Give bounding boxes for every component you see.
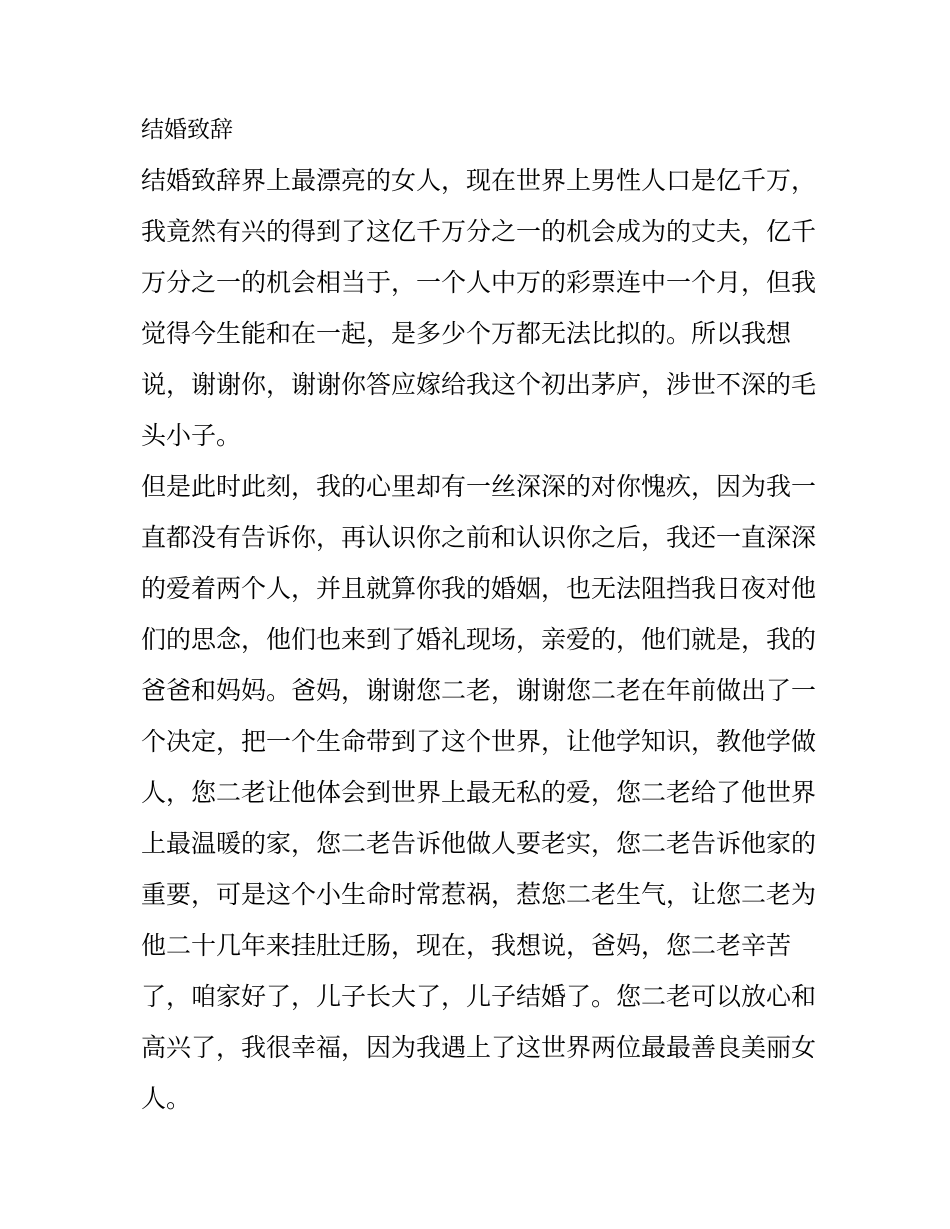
paragraph-line: 人，您二老让他体会到世界上最无私的爱，您二老给了他世界 (141, 778, 817, 807)
paragraph-line: 爸爸和妈妈。爸妈，谢谢您二老，谢谢您二老在年前做出了一 (141, 676, 817, 705)
paragraph-line: 但是此时此刻，我的心里却有一丝深深的对你愧疚，因为我一 (141, 472, 817, 501)
paragraph-line: 的爱着两个人，并且就算你我的婚姻，也无法阻挡我日夜对他 (141, 574, 817, 603)
paragraph-line: 人。 (141, 1084, 192, 1113)
paragraph-line: 结婚致辞界上最漂亮的女人，现在世界上男性人口是亿千万， (141, 166, 817, 195)
paragraph-line: 觉得今生能和在一起，是多少个万都无法比拟的。所以我想 (141, 319, 792, 348)
paragraph-line: 重要，可是这个小生命时常惹祸，惹您二老生气，让您二老为 (141, 880, 817, 909)
paragraph-line: 直都没有告诉你，再认识你之前和认识你之后，我还一直深深 (141, 523, 817, 552)
paragraph-line: 个决定，把一个生命带到了这个世界，让他学知识，教他学做 (141, 727, 817, 756)
document-title: 结婚致辞 (141, 117, 233, 143)
paragraph-line: 万分之一的机会相当于，一个人中万的彩票连中一个月，但我 (141, 268, 817, 297)
paragraph-line: 他二十几年来挂肚迁肠，现在，我想说，爸妈，您二老辛苦 (141, 931, 792, 960)
paragraph-line: 头小子。 (141, 421, 242, 450)
paragraph-line: 上最温暖的家，您二老告诉他做人要老实，您二老告诉他家的 (141, 829, 817, 858)
paragraph-line: 了，咱家好了，儿子长大了，儿子结婚了。您二老可以放心和 (141, 982, 817, 1011)
paragraph-line: 们的思念，他们也来到了婚礼现场，亲爱的，他们就是，我的 (141, 625, 817, 654)
paragraph-line: 我竟然有兴的得到了这亿千万分之一的机会成为的丈夫，亿千 (141, 217, 817, 246)
paragraph-line: 说，谢谢你，谢谢你答应嫁给我这个初出茅庐，涉世不深的毛 (141, 370, 817, 399)
paragraph-line: 高兴了，我很幸福，因为我遇上了这世界两位最最善良美丽女 (141, 1033, 817, 1062)
